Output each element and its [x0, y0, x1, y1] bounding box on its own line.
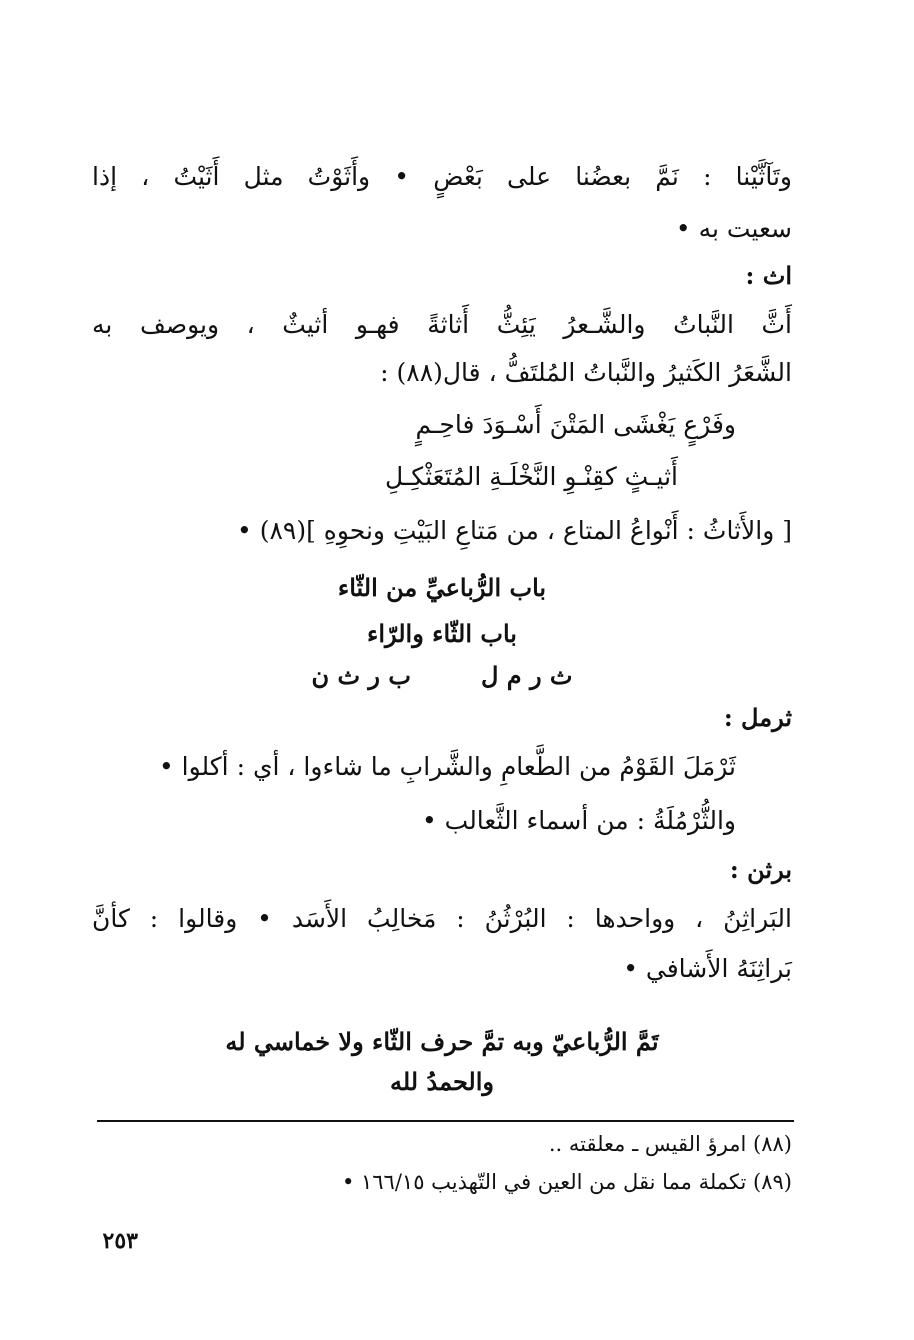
root-letters-1: ث ر م ل [480, 661, 573, 690]
body-line-2: سعيت به • [675, 214, 792, 243]
footnote-88: (٨٨) امرؤ القيس ـ معلقته .. [548, 1132, 792, 1156]
closing-line-1: تَمَّ الرُّباعيّ وبه تمَّ حرف الثّاء ولا خماسي له [225, 1027, 659, 1056]
entry-ath-line-2: الشَّعَرُ الكَثيرُ والنَّباتُ المُلتَفُّ ، قال(٨٨) : [380, 358, 792, 387]
footnote-divider [97, 1120, 794, 1122]
closing-line-2: والحمدُ لله [389, 1067, 494, 1096]
root-letters-row [92, 662, 792, 691]
section-heading-1: باب الرُّباعيِّ من الثّاء [337, 573, 547, 602]
poem-verse-1: وفَرْعٍ يَغْشَى المَتْنَ أَسْـوَدَ فاحِـمٍ [415, 410, 736, 439]
entry-barthan-line-1: البَراثِنُ ، وواحدها : البُرْثُنُ : مَخالِبُ الأَسَد • وقالوا : كأنَّ [92, 904, 792, 933]
body-line-1: وتَآثَّيْنا : نَمَّ بعضُنا على بَعْضٍ • وأَثَوْتُ مثل أَثَيْتُ ، إذا [92, 162, 792, 191]
entry-heading-ath: اث : [745, 261, 792, 290]
root-letters-2: ب ر ث ن [311, 661, 411, 690]
page-number: ٢٥٣ [102, 1228, 138, 1254]
entry-ath-line-1: أَثَّ النَّباتُ والشَّـعرُ يَئِثُّ أَثاثةً فهـو أثيثٌ ، ويوصف به [92, 310, 792, 339]
section-heading-2: باب الثّاء والرّاء [367, 619, 517, 648]
entry-heading-barthan: برثن : [729, 855, 792, 884]
entry-tharmal-line-2: والثُّرْمُلَةُ : من أسماء الثَّعالب • [421, 806, 736, 835]
entry-heading-tharmal: ثرمل : [723, 703, 792, 732]
footnote-89: (٨٩) تكملة مما نقل من العين في التّهذيب ١٦٦/١٥ • [341, 1170, 792, 1194]
entry-barthan-line-2: بَراثِنَهُ الأَشافي • [623, 954, 792, 983]
poem-verse-2: أَثيـثٍ كقِنْـوِ النَّخْلَـةِ المُتَعَثْكِـلِ [385, 462, 678, 491]
entry-tharmal-line-1: ثَرْمَلَ القَوْمُ من الطَّعامِ والشَّرابِ ما شاءوا ، أي : أكلوا • [158, 752, 736, 781]
bracket-note: [ والأَثاثُ : أَنْواعُ المتاع ، من مَتاعِ البَيْتِ ونحوِهِ ](٨٩) • [237, 516, 792, 545]
